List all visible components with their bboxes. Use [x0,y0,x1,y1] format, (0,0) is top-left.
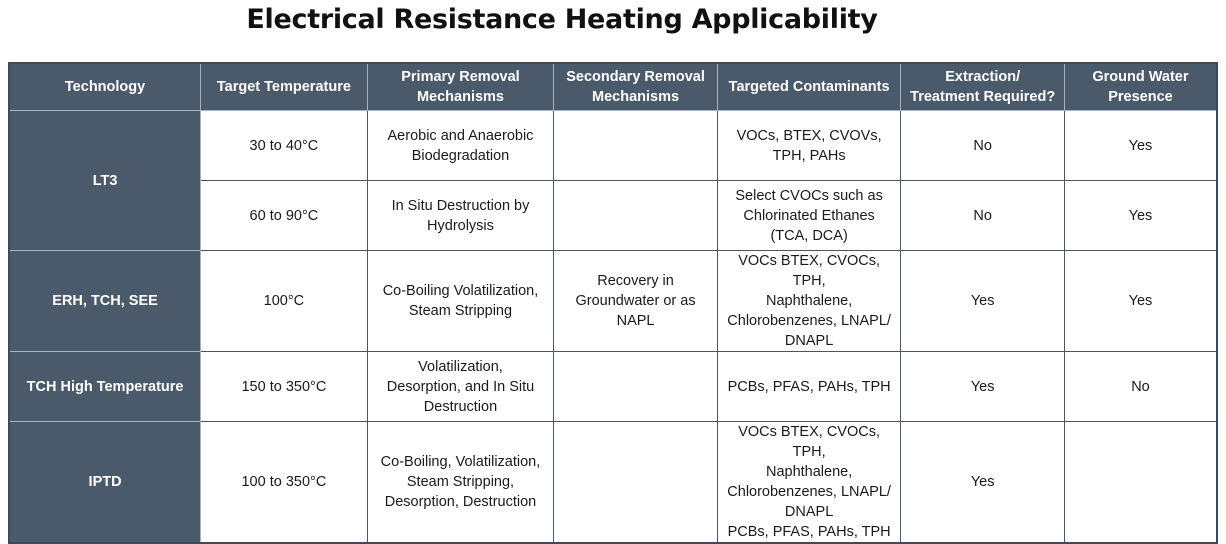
cell-line: Chlorobenzenes, LNAPL/ [727,313,891,329]
header-ground-water-line-1: Ground Water [1092,69,1189,85]
header-target-temperature [201,63,368,111]
table-row [9,422,1217,544]
cell-line: TPH, PAHs [772,147,846,164]
technology-cell: TCH High Temperature [9,352,201,422]
secondary-mechanism-cell [554,111,718,181]
table-row [9,352,1217,422]
header-technology-line-1: Technology [64,79,146,95]
header-primary-removal [367,63,554,111]
header-secondary-removal [554,63,718,111]
secondary-mechanism-cell [554,352,718,422]
extraction-cell: Yes [901,251,1065,352]
secondary-mechanism-cell [554,251,718,352]
cell-line: Steam Stripping [408,303,513,319]
contaminants-cell [717,111,901,181]
header-targeted-contaminants [717,63,901,111]
contaminants-cell [717,422,901,544]
temperature-cell: 60 to 90°C [201,181,368,251]
contaminants-cell [717,352,901,422]
groundwater-cell: Yes [1064,251,1217,352]
header-ground-water-line-2: Presence [1108,89,1173,105]
temperature-cell: 150 to 350°C [201,352,368,422]
temperature-cell: 100°C [201,251,368,352]
table-row [9,111,1217,181]
applicability-table [8,62,1218,544]
groundwater-cell [1064,422,1217,544]
cell-line: Volatilization, [418,358,503,375]
page-title: Electrical Resistance Heating Applicability [246,4,878,35]
secondary-mechanism-cell [554,181,718,251]
cell-line: In Situ Destruction by [391,197,530,214]
primary-mechanism-cell [367,422,554,544]
groundwater-cell: Yes [1064,181,1217,251]
cell-line: Co-Boiling Volatilization, [382,283,539,299]
header-primary-removal-line-2: Mechanisms [416,89,504,105]
cell-line: Groundwater or as [575,293,696,309]
technology-cell: IPTD [9,422,201,544]
extraction-cell: Yes [901,352,1065,422]
groundwater-cell: No [1064,352,1217,422]
table-row [9,251,1217,352]
cell-line: Naphthalene, [765,293,853,309]
header-secondary-removal-line-1: Secondary Removal [566,69,705,85]
header-targeted-contaminants-line-1: Targeted Contaminants [728,79,890,95]
cell-line: NAPL [616,313,655,329]
technology-cell: LT3 [9,111,201,251]
cell-line: Biodegradation [411,147,510,164]
extraction-cell: No [901,181,1065,251]
cell-line: Hydrolysis [427,217,494,234]
cell-line: Steam Stripping, [406,474,515,490]
cell-line: VOCs BTEX, CVOCs, TPH, [738,424,881,460]
cell-line: Select CVOCs such as [735,187,883,204]
header-extraction-line-1: Extraction/ [945,69,1021,85]
secondary-mechanism-cell [554,422,718,544]
cell-line: PCBs, PFAS, PAHs, TPH [727,378,891,395]
cell-line: Destruction [423,398,498,415]
cell-line: Chlorobenzenes, LNAPL/ [727,484,891,500]
technology-cell: ERH, TCH, SEE [9,251,201,352]
cell-line: DNAPL [784,333,834,349]
primary-mechanism-cell [367,181,554,251]
contaminants-cell [717,181,901,251]
cell-line: Aerobic and Anaerobic [387,127,534,144]
header-ground-water [1064,63,1217,111]
cell-line: DNAPL [784,504,834,520]
header-primary-removal-line-1: Primary Removal [401,69,520,85]
contaminants-cell [717,251,901,352]
primary-mechanism-cell [367,111,554,181]
header-technology [9,63,201,111]
groundwater-cell: Yes [1064,111,1217,181]
cell-line: (TCA, DCA) [770,227,848,244]
cell-line: Chlorinated Ethanes [743,207,875,224]
cell-line: VOCs, BTEX, CVOVs, [736,127,882,144]
cell-line: Recovery in [597,273,674,289]
header-extraction-line-2: Treatment Required? [910,89,1056,105]
temperature-cell: 30 to 40°C [201,111,368,181]
cell-line: Naphthalene, [765,464,853,480]
header-row [9,63,1217,111]
cell-line: VOCs BTEX, CVOCs, TPH, [738,253,881,289]
extraction-cell: No [901,111,1065,181]
primary-mechanism-cell [367,352,554,422]
header-target-temperature-line-1: Target Temperature [216,79,351,95]
header-extraction-required [901,63,1065,111]
cell-line: Desorption, and In Situ [386,378,535,395]
cell-line: PCBs, PFAS, PAHs, TPH [727,524,891,540]
header-secondary-removal-line-2: Mechanisms [592,89,680,105]
cell-line: Desorption, Destruction [384,494,537,510]
extraction-cell: Yes [901,422,1065,544]
temperature-cell: 100 to 350°C [201,422,368,544]
cell-line: Co-Boiling, Volatilization, [380,454,541,470]
primary-mechanism-cell [367,251,554,352]
